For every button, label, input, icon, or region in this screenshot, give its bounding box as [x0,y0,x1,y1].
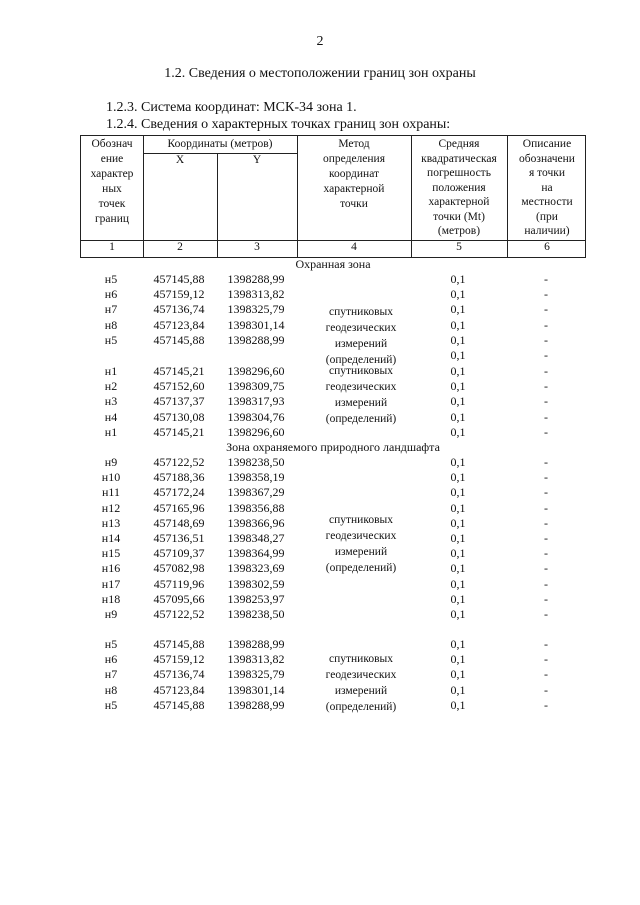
header-num-2: 2 [177,241,183,253]
header-num-4: 4 [351,241,357,253]
point-description: - [544,591,548,606]
point-id: н12 [101,500,121,515]
coord-x: 457172,24 [153,485,205,500]
coord-y: 1398253,97 [227,591,285,606]
point-description: - [544,287,548,302]
coord-x: 457136,51 [153,531,205,545]
point-description: - [544,332,548,347]
point-description: - [544,348,548,362]
method-line: (определений) [325,562,397,574]
coord-x: 457145,88 [153,697,205,712]
error-value: 0,1 [450,379,466,394]
method-line: (определений) [325,413,397,425]
error-value: 0,1 [450,576,466,591]
coord-y: 1398323,69 [227,561,285,576]
coord-y: 1398358,19 [227,470,285,485]
coord-y: 1398364,99 [227,546,285,561]
point-description: - [544,697,548,712]
method-line: измерений [334,546,388,558]
table-row [80,592,586,607]
coord-y: 1398317,93 [227,394,285,409]
method-line: геодезических [325,322,397,334]
point-id: н6 [104,652,118,667]
point-id: н8 [104,317,118,332]
table-header [80,135,586,258]
header-col5: Средняя квадратическая погрешность положения характерной точки (Mt) (метров) [421,138,497,237]
error-value: 0,1 [450,394,466,409]
page-number: 2 [316,34,324,49]
point-description: - [544,364,548,378]
coord-y: 1398238,50 [227,455,285,469]
coord-x: 457145,88 [153,272,205,286]
coord-y: 1398309,75 [227,379,285,394]
coord-x: 457159,12 [153,287,205,302]
point-description: - [544,667,548,682]
header-x: X [175,154,185,166]
method-cell [296,363,426,427]
method-line: спутниковых [328,514,393,526]
header-num-6: 6 [544,241,550,253]
coord-x: 457123,84 [153,317,205,332]
point-id: н15 [101,546,121,561]
header-y: Y [252,154,262,166]
point-description: - [544,515,548,530]
point-id: н2 [104,379,118,394]
error-value: 0,1 [450,302,466,317]
coord-x: 457145,21 [153,424,205,439]
error-value: 0,1 [450,332,466,347]
point-id: н4 [104,409,118,424]
points-title-line: 1.2.4. Сведения о характерных точках границ зон охраны: [106,117,451,132]
coord-system-line: 1.2.3. Система координат: МСК-34 зона 1. [106,100,357,115]
coord-y: 1398238,50 [227,607,285,621]
error-value: 0,1 [450,697,466,712]
error-value: 0,1 [450,607,466,621]
error-value: 0,1 [450,515,466,530]
method-line: измерений [334,397,388,409]
point-id: н5 [104,637,118,651]
coord-y: 1398313,82 [227,652,285,667]
error-value: 0,1 [450,364,466,378]
zone-title: Охранная зона [295,257,371,271]
point-description: - [544,682,548,697]
coord-x: 457145,88 [153,332,205,347]
point-description: - [544,531,548,545]
method-line: спутниковых [328,365,393,377]
coord-y: 1398288,99 [227,637,285,651]
point-description: - [544,485,548,500]
header-coords: Координаты (метров) [167,138,273,150]
point-id: н5 [104,332,118,347]
coord-y: 1398302,59 [227,576,285,591]
coord-y: 1398304,76 [227,409,285,424]
point-id: н11 [102,485,120,500]
zone-title: Зона охраняемого природного ландшафта [226,440,440,454]
point-id: н5 [104,272,118,286]
error-value: 0,1 [450,424,466,439]
coord-x: 457130,08 [153,409,205,424]
coord-y: 1398356,88 [227,500,285,515]
coord-x: 457119,96 [153,576,205,591]
error-value: 0,1 [450,455,466,469]
error-value: 0,1 [450,348,466,362]
point-description: - [544,637,548,651]
method-line: (определений) [325,701,397,713]
coord-y: 1398313,82 [227,287,285,302]
error-value: 0,1 [450,546,466,561]
table-row [80,272,586,287]
coord-y: 1398288,99 [227,272,285,286]
error-value: 0,1 [450,652,466,667]
point-id: н9 [104,607,118,621]
method-line: измерений [334,338,388,350]
point-description: - [544,424,548,439]
table-row [80,425,586,440]
point-id: н18 [101,591,121,606]
method-line: спутниковых [328,306,393,318]
coord-x: 457159,12 [153,652,205,667]
point-description: - [544,607,548,621]
section-title: 1.2. Сведения о местоположении границ зон охраны [164,66,476,81]
coord-y: 1398367,29 [227,485,285,500]
point-id: н16 [101,561,121,576]
error-value: 0,1 [450,591,466,606]
coord-x: 457122,52 [153,455,205,469]
error-value: 0,1 [450,485,466,500]
method-line: геодезических [325,530,397,542]
coord-y: 1398366,96 [227,515,285,530]
error-value: 0,1 [450,561,466,576]
coord-x: 457082,98 [153,561,205,576]
point-description: - [544,652,548,667]
coord-y: 1398348,27 [227,531,285,545]
table-row [80,287,586,302]
point-id: н6 [104,287,118,302]
point-description: - [544,302,548,317]
point-id: н14 [101,531,121,545]
coord-x: 457136,74 [153,302,205,317]
method-line: спутниковых [328,653,393,665]
error-value: 0,1 [450,272,466,286]
coord-x: 457145,21 [153,364,205,378]
error-value: 0,1 [450,287,466,302]
header-col4: Метод определения координат характерной точки [322,138,385,210]
point-description: - [544,546,548,561]
error-value: 0,1 [450,470,466,485]
point-id: н10 [101,470,121,485]
method-line: (определений) [325,354,397,366]
table-row [80,637,586,652]
error-value: 0,1 [450,637,466,651]
coord-x: 457148,69 [153,515,205,530]
table-row [80,577,586,592]
point-id: н5 [104,697,118,712]
table-row [80,470,586,485]
point-id: н7 [104,302,118,317]
error-value: 0,1 [450,409,466,424]
coord-y: 1398288,99 [227,332,285,347]
coord-x: 457095,66 [153,591,205,606]
header-col6: Описание обозначени я точки на местности (при наличии) [519,138,575,237]
method-cell [296,512,426,576]
point-description: - [544,379,548,394]
coord-x: 457136,74 [153,667,205,682]
coord-y: 1398325,79 [227,302,285,317]
coord-x: 457188,36 [153,470,205,485]
point-id: н7 [104,667,118,682]
header-num-3: 3 [254,241,260,253]
point-description: - [544,455,548,469]
method-cell [296,304,426,368]
point-id: н8 [104,682,118,697]
coord-x: 457145,88 [153,637,205,651]
point-description: - [544,272,548,286]
point-description: - [544,409,548,424]
header-num-1: 1 [109,241,115,253]
coord-y: 1398325,79 [227,667,285,682]
point-id: н1 [104,424,118,439]
point-id: н13 [101,515,121,530]
table-row [80,607,586,622]
coord-x: 457122,52 [153,607,205,621]
table-row [80,455,586,470]
coord-y: 1398296,60 [227,424,285,439]
error-value: 0,1 [450,682,466,697]
coord-x: 457123,84 [153,682,205,697]
point-description: - [544,576,548,591]
point-description: - [544,500,548,515]
coord-x: 457109,37 [153,546,205,561]
error-value: 0,1 [450,317,466,332]
header-num-5: 5 [456,241,462,253]
point-id: н3 [104,394,118,409]
coord-y: 1398301,14 [227,317,285,332]
coord-y: 1398301,14 [227,682,285,697]
point-description: - [544,317,548,332]
method-cell [296,651,426,715]
point-description: - [544,394,548,409]
point-id: н17 [101,576,121,591]
method-line: геодезических [325,669,397,681]
point-description: - [544,561,548,576]
header-col1: Обознач ение характер ных точек границ [90,138,134,225]
coord-x: 457165,96 [153,500,205,515]
coord-y: 1398288,99 [227,697,285,712]
point-id: н9 [104,455,118,469]
coord-x: 457137,37 [153,394,205,409]
error-value: 0,1 [450,500,466,515]
method-line: геодезических [325,381,397,393]
error-value: 0,1 [450,667,466,682]
point-description: - [544,470,548,485]
table-row [80,485,586,500]
method-line: измерений [334,685,388,697]
point-id: н1 [104,364,118,378]
coord-x: 457152,60 [153,379,205,394]
error-value: 0,1 [450,531,466,545]
coord-y: 1398296,60 [227,364,285,378]
